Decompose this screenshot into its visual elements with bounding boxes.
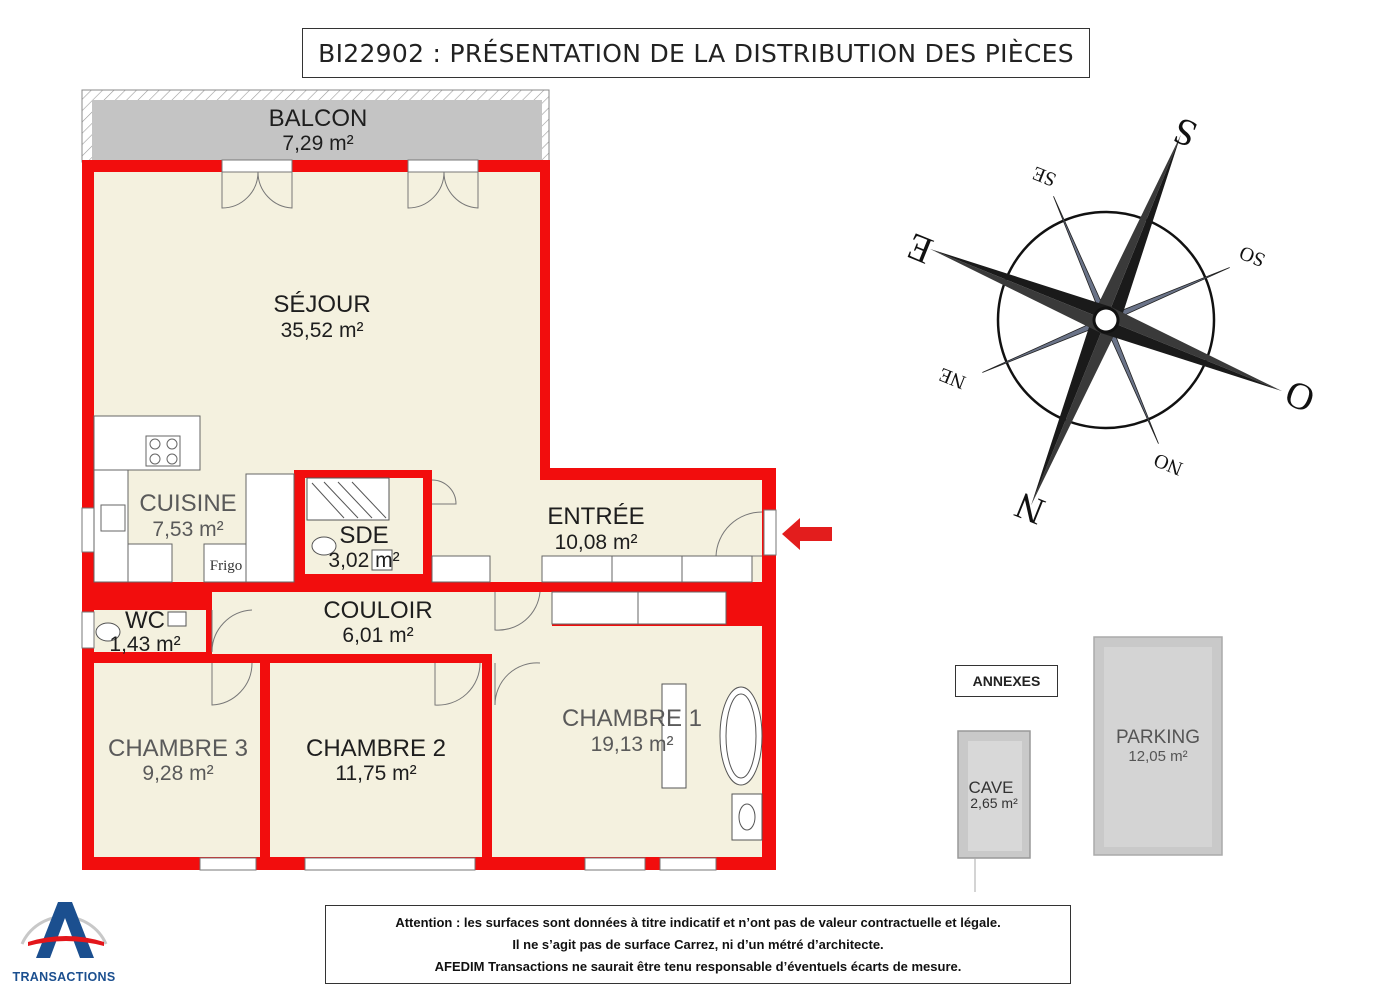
couloir-name: COULOIR xyxy=(323,597,433,624)
compass-no: NO xyxy=(1150,448,1186,480)
disclaimer-line-1: Attention : les surfaces sont données à titre indicatif et n’ont pas de valeur contractuelle et légale. xyxy=(395,914,1001,930)
balcon-name: BALCON xyxy=(268,105,368,132)
balcon-area: 7,29 m² xyxy=(282,132,354,155)
wc-name: WC xyxy=(125,607,165,634)
chambre1-area: 19,13 m² xyxy=(590,733,674,756)
parking-area: 12,05 m² xyxy=(1128,748,1188,765)
chambre1-name: CHAMBRE 1 xyxy=(561,705,703,732)
cave-area: 2,65 m² xyxy=(970,795,1018,811)
sde-name: SDE xyxy=(339,522,389,549)
disclaimer xyxy=(325,905,1071,984)
chambre2-name: CHAMBRE 2 xyxy=(305,735,447,762)
chambre3-name: CHAMBRE 3 xyxy=(107,735,249,762)
logo-text: TRANSACTIONS xyxy=(12,970,116,984)
entree-name: ENTRÉE xyxy=(547,503,645,530)
compass-rose-icon xyxy=(855,63,1357,576)
disclaimer-line-3: AFEDIM Transactions ne saurait être tenu responsable d’éventuels écarts de mesure. xyxy=(434,958,962,974)
cave xyxy=(958,731,1030,892)
compass-s: S xyxy=(1167,108,1203,156)
chambre2-area: 11,75 m² xyxy=(335,762,417,785)
wc-area: 1,43 m² xyxy=(109,633,181,656)
compass-o: O xyxy=(1279,371,1321,421)
sejour-name: SÉJOUR xyxy=(273,291,371,318)
compass-so: SO xyxy=(1236,241,1269,272)
sejour-area: 35,52 m² xyxy=(280,319,364,342)
compass-n: N xyxy=(1009,483,1051,533)
compass-ne: NE xyxy=(935,362,969,394)
parking-name: PARKING xyxy=(1115,727,1201,748)
annexes-label: ANNEXES xyxy=(955,665,1058,697)
entree-area: 10,08 m² xyxy=(554,531,638,554)
disclaimer-line-2: Il ne s’agit pas de surface Carrez, ni d’un métré d’architecte. xyxy=(512,936,884,952)
chambre3-area: 9,28 m² xyxy=(142,762,214,785)
compass-se: SE xyxy=(1029,161,1060,191)
compass-e: E xyxy=(901,224,939,272)
frigo-label: Frigo xyxy=(209,558,243,574)
sde-area: 3,02 m² xyxy=(328,549,400,572)
cave-name: CAVE xyxy=(968,778,1014,797)
plan-title: BI22902 : PRÉSENTATION DE LA DISTRIBUTION DES PIÈCES xyxy=(302,28,1090,78)
cuisine-name: CUISINE xyxy=(139,490,237,517)
entrance-arrow-icon xyxy=(782,518,832,550)
couloir-area: 6,01 m² xyxy=(342,624,414,647)
cuisine-area: 7,53 m² xyxy=(152,518,224,541)
